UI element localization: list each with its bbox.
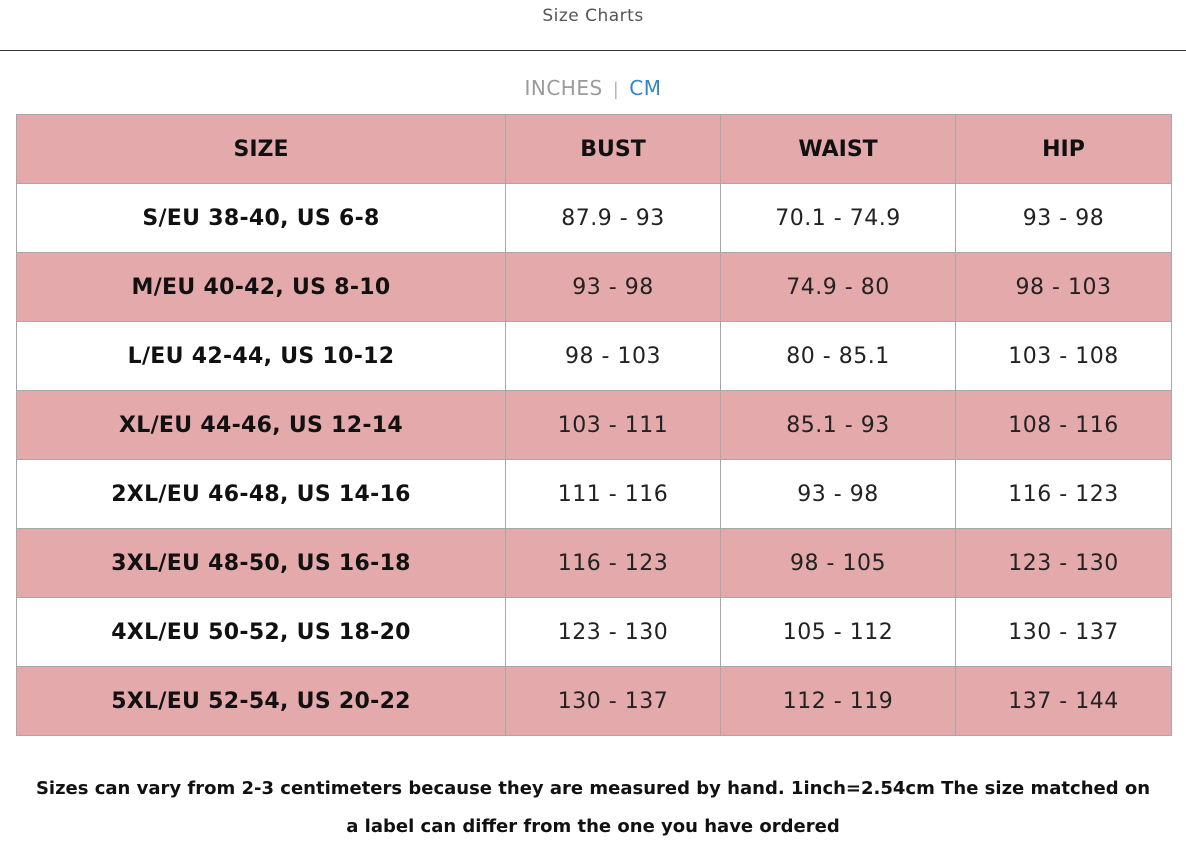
page-title: Size Charts [542,6,644,26]
bust-cell: 130 - 137 [506,667,721,736]
table-row [17,391,1172,460]
waist-cell: 105 - 112 [721,598,956,667]
hip-cell: 103 - 108 [956,322,1172,391]
table-row [17,253,1172,322]
hip-cell: 130 - 137 [956,598,1172,667]
waist-cell: 112 - 119 [721,667,956,736]
hip-cell: 108 - 116 [956,391,1172,460]
column-header-bust: BUST [506,115,721,184]
hip-cell: 116 - 123 [956,460,1172,529]
column-header-size: SIZE [17,115,506,184]
bust-cell: 98 - 103 [506,322,721,391]
measurement-disclaimer: Sizes can vary from 2-3 centimeters because they are measured by hand. 1inch=2.54cm The size matched on a label can differ from the one you have ordered [35,778,1151,837]
table-row [17,667,1172,736]
size-chart-table [16,114,1172,736]
table-row [17,322,1172,391]
size-cell: M/EU 40-42, US 8-10 [17,253,506,322]
size-cell: 4XL/EU 50-52, US 18-20 [17,598,506,667]
size-cell: L/EU 42-44, US 10-12 [17,322,506,391]
bust-cell: 93 - 98 [506,253,721,322]
table-row [17,460,1172,529]
unit-cm-option[interactable]: CM [629,76,662,100]
hip-cell: 93 - 98 [956,184,1172,253]
size-cell: XL/EU 44-46, US 12-14 [17,391,506,460]
size-charts-header [0,0,1186,51]
bust-cell: 116 - 123 [506,529,721,598]
waist-cell: 93 - 98 [721,460,956,529]
hip-cell: 98 - 103 [956,253,1172,322]
column-header-waist: WAIST [721,115,956,184]
waist-cell: 74.9 - 80 [721,253,956,322]
unit-inches-option[interactable]: INCHES [524,76,603,100]
table-header-row [17,115,1172,184]
table-row [17,598,1172,667]
size-cell: 5XL/EU 52-54, US 20-22 [17,667,506,736]
bust-cell: 111 - 116 [506,460,721,529]
hip-cell: 123 - 130 [956,529,1172,598]
column-header-hip: HIP [956,115,1172,184]
bust-cell: 123 - 130 [506,598,721,667]
size-cell: 3XL/EU 48-50, US 16-18 [17,529,506,598]
table-row [17,184,1172,253]
waist-cell: 98 - 105 [721,529,956,598]
waist-cell: 85.1 - 93 [721,391,956,460]
bust-cell: 87.9 - 93 [506,184,721,253]
unit-separator: | [612,79,620,100]
bust-cell: 103 - 111 [506,391,721,460]
waist-cell: 80 - 85.1 [721,322,956,391]
unit-toggle [0,76,1186,100]
size-cell: S/EU 38-40, US 6-8 [17,184,506,253]
table-row [17,529,1172,598]
waist-cell: 70.1 - 74.9 [721,184,956,253]
size-cell: 2XL/EU 46-48, US 14-16 [17,460,506,529]
hip-cell: 137 - 144 [956,667,1172,736]
